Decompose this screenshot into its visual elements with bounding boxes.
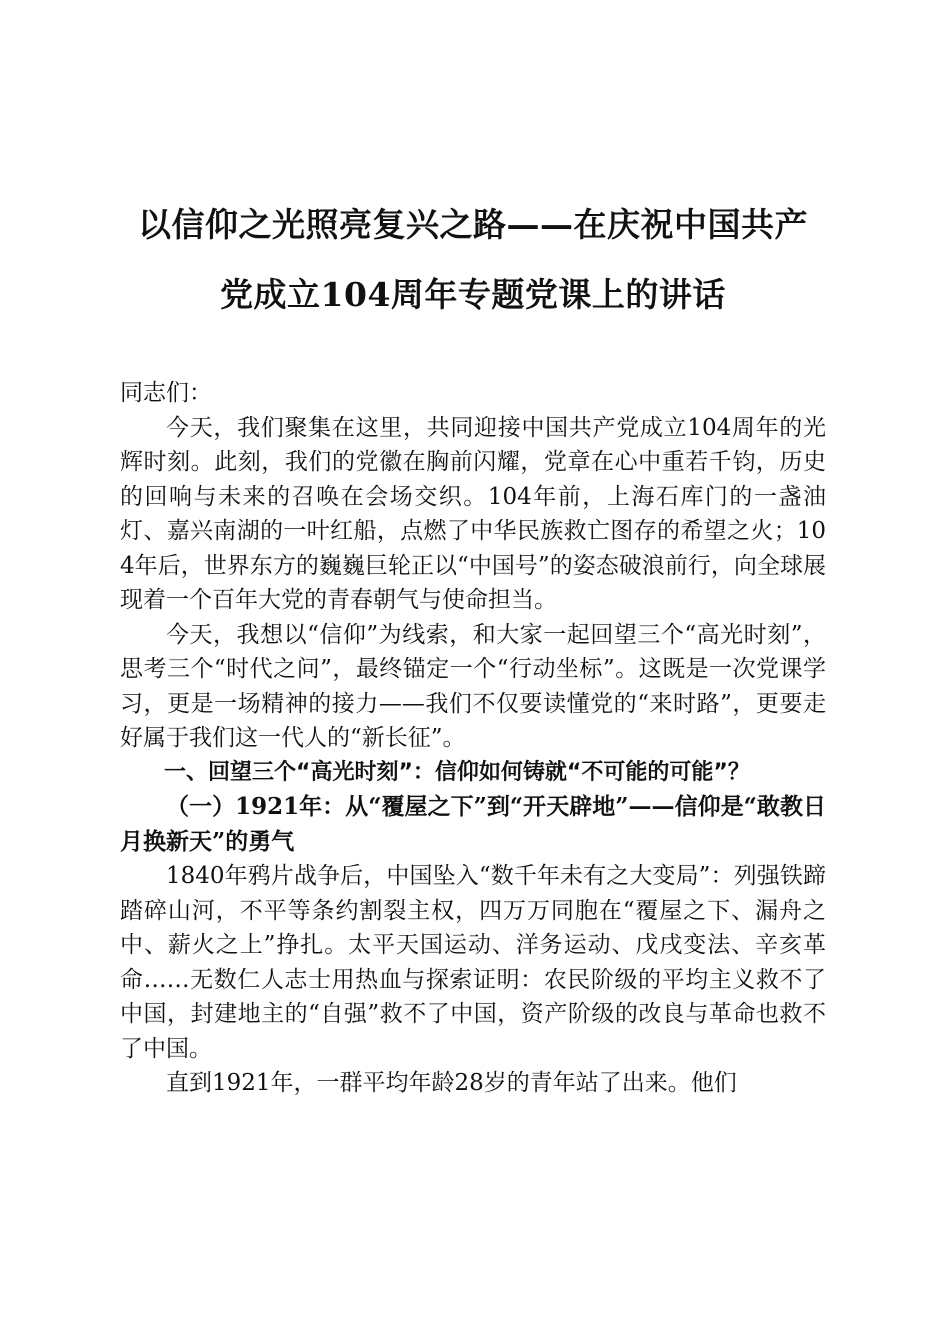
title-line-1: 以信仰之光照亮复兴之路——在庆祝中国共产	[138, 205, 808, 244]
paragraph-2: 今天，我想以“信仰”为线索，和大家一起回望三个“高光时刻”，思考三个“时代之问”，最终锚定一个“行动坐标”。这既是一次党课学习，更是一场精神的接力——我们不仅要读懂党的“来时路”，更要走好属于我们这一代人的“新长征”。	[120, 621, 826, 751]
document-page	[120, 190, 826, 1101]
salutation: 同志们：	[120, 380, 212, 406]
title-line-2: 党成立104周年专题党课上的讲话	[220, 275, 726, 314]
document-body	[120, 376, 826, 1101]
paragraph-4: 直到1921年，一群平均年龄28岁的青年站了出来。他们	[166, 1070, 737, 1096]
paragraph-3: 1840年鸦片战争后，中国坠入“数千年未有之大变局”：列强铁蹄踏碎山河，不平等条约割裂主权，四万万同胞在“覆屋之下、漏舟之中、薪火之上”挣扎。太平天国运动、洋务运动、戊戌变法、辛亥革命……无数仁人志士用热血与探索证明：农民阶级的平均主义救不了中国，封建地主的“自强”救不了中国，资产阶级的改良与革命也救不了中国。	[120, 863, 826, 1062]
paragraph-1: 今天，我们聚集在这里，共同迎接中国共产党成立104周年的光辉时刻。此刻，我们的党徽在胸前闪耀，党章在心中重若千钧，历史的回响与未来的召唤在会场交织。104年前，上海石库门的一盏油灯、嘉兴南湖的一叶红船，点燃了中华民族救亡图存的希望之火；104年后，世界东方的巍巍巨轮正以“中国号”的姿态破浪前行，向全球展现着一个百年大党的青春朝气与使命担当。	[120, 414, 826, 613]
document-title	[120, 190, 826, 330]
section-heading-1: 一、回望三个“高光时刻”：信仰如何铸就“不可能的可能”？	[164, 759, 750, 785]
subsection-heading-1: （一）1921年：从“覆屋之下”到“开天辟地”——信仰是“敢教日月换新天”的勇气	[120, 793, 826, 855]
